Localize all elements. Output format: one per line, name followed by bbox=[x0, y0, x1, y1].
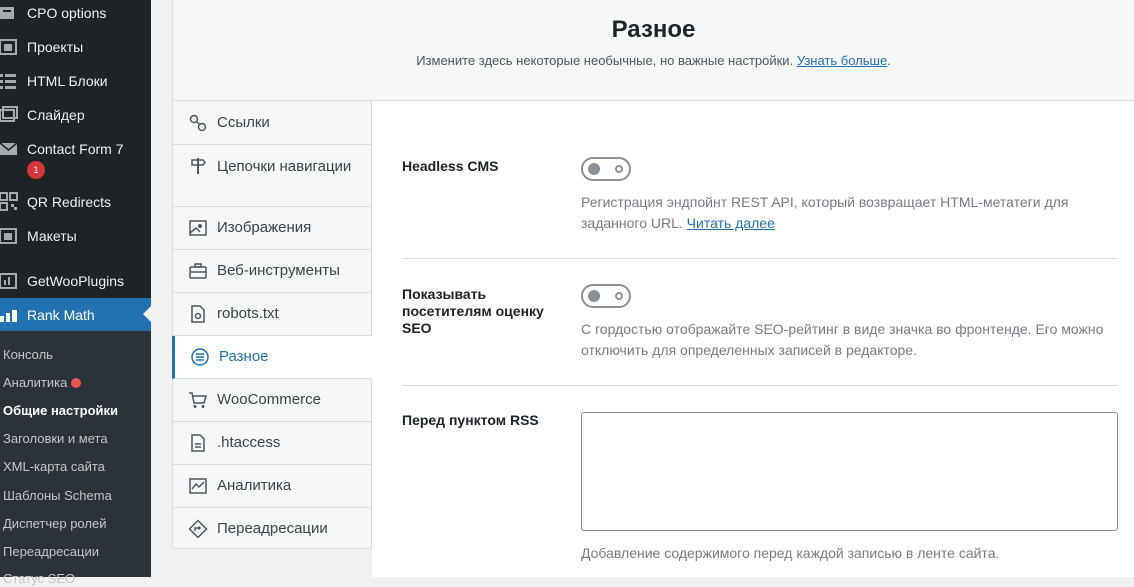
slider-icon bbox=[0, 106, 18, 124]
mail-icon bbox=[0, 140, 18, 158]
tab-webmaster-tools[interactable]: Веб-инструменты bbox=[173, 250, 372, 293]
submenu-titles-meta[interactable]: Заголовки и мета bbox=[3, 431, 108, 446]
update-count-badge: 1 bbox=[27, 161, 45, 179]
tab-images[interactable]: Изображения bbox=[173, 207, 372, 250]
misc-list-icon bbox=[190, 347, 210, 367]
submenu-schema-templates[interactable]: Шаблоны Schema bbox=[3, 488, 112, 503]
rank-math-icon bbox=[0, 306, 18, 324]
menu-item-projects[interactable]: Проекты bbox=[0, 38, 151, 56]
tab-redirections[interactable]: Переадресации bbox=[173, 508, 372, 549]
htaccess-file-icon bbox=[188, 433, 208, 453]
divider bbox=[402, 385, 1118, 386]
submenu-role-manager[interactable]: Диспетчер ролей bbox=[3, 516, 107, 531]
subtitle-text: Измените здесь некоторые необычные, но важные настройки. bbox=[416, 53, 794, 68]
toolbox-icon bbox=[188, 261, 208, 281]
learn-more-link[interactable]: Узнать больше bbox=[796, 53, 888, 68]
subtitle-period: . bbox=[887, 53, 891, 68]
menu-item-html-blocks[interactable]: HTML Блоки bbox=[0, 72, 151, 90]
seo-score-description: С гордостью отображайте SEO-рейтинг в виде значка во фронтенде. Его можно отключить для определенных записей в редакторе. bbox=[581, 321, 1104, 358]
blocks-icon bbox=[0, 72, 18, 90]
menu-item-layouts[interactable]: Макеты bbox=[0, 227, 151, 245]
settings-header bbox=[172, 0, 1134, 101]
rss-before-description: Добавление содержимого перед каждой записью в ленте сайта. bbox=[581, 545, 1000, 561]
robots-file-icon bbox=[188, 304, 208, 324]
tab-woocommerce[interactable]: WooCommerce bbox=[173, 379, 372, 422]
toggle-knob bbox=[588, 290, 600, 302]
redirect-icon bbox=[188, 519, 208, 539]
toggle-knob bbox=[588, 163, 600, 175]
rank-math-submenu bbox=[0, 331, 151, 586]
tab-analytics[interactable]: Аналитика bbox=[173, 465, 372, 508]
analytics-chart-icon bbox=[188, 476, 208, 496]
menu-item-cpo-options[interactable]: CPO options bbox=[0, 4, 151, 22]
toggle-off-indicator bbox=[615, 292, 623, 300]
qr-icon bbox=[0, 193, 18, 211]
contact-form-label: Contact Form 7 bbox=[27, 141, 124, 157]
headless-desc-text: Регистрация эндпойнт REST API, который возвращает HTML-метатеги для заданного URL. bbox=[581, 194, 1069, 231]
read-more-link[interactable]: Читать далее bbox=[686, 215, 775, 231]
submenu-sitemap[interactable]: XML-карта сайта bbox=[3, 459, 105, 474]
submenu-analytics-label: Аналитика bbox=[3, 375, 68, 390]
cart-icon bbox=[188, 390, 208, 410]
page-subtitle bbox=[173, 53, 1134, 68]
submenu-dashboard[interactable]: Консоль bbox=[3, 347, 53, 362]
menu-item-getwooplugins[interactable]: GetWooPlugins bbox=[0, 272, 151, 290]
layout-icon bbox=[0, 227, 18, 245]
menu-item-contact-form-7[interactable] bbox=[0, 140, 151, 179]
headless-cms-description bbox=[581, 192, 1111, 234]
menu-item-qr-redirects[interactable]: QR Redirects bbox=[0, 193, 151, 211]
tab-robots-txt[interactable]: robots.txt bbox=[173, 293, 372, 336]
seo-score-label: Показывать посетителям оценку SEO bbox=[402, 286, 544, 336]
tab-misc[interactable]: Разное bbox=[172, 336, 372, 379]
tab-htaccess[interactable]: .htaccess bbox=[173, 422, 372, 465]
image-icon bbox=[188, 218, 208, 238]
submenu-redirections[interactable]: Переадресации bbox=[3, 544, 100, 559]
menu-item-rank-math[interactable]: Rank Math bbox=[0, 298, 151, 331]
submenu-analytics[interactable] bbox=[3, 375, 81, 391]
settings-content bbox=[372, 101, 1134, 577]
settings-tabs bbox=[172, 101, 372, 549]
seo-score-toggle[interactable] bbox=[581, 284, 631, 308]
divider bbox=[402, 258, 1118, 259]
settings-icon bbox=[0, 4, 18, 22]
menu-item-slider[interactable]: Слайдер bbox=[0, 106, 151, 124]
plugin-icon bbox=[0, 272, 18, 290]
portfolio-icon bbox=[0, 38, 18, 56]
rss-before-label: Перед пунктом RSS bbox=[402, 412, 539, 428]
headless-cms-toggle[interactable] bbox=[581, 157, 631, 181]
notification-dot bbox=[71, 378, 81, 388]
rss-before-textarea[interactable] bbox=[581, 412, 1118, 531]
page-title: Разное bbox=[611, 16, 696, 43]
toggle-off-indicator bbox=[615, 165, 623, 173]
submenu-seo-status[interactable]: Статус SEO bbox=[3, 571, 76, 586]
link-icon bbox=[188, 113, 208, 133]
headless-cms-label: Headless CMS bbox=[402, 158, 499, 174]
admin-sidebar bbox=[0, 0, 151, 586]
tab-links[interactable]: Ссылки bbox=[173, 101, 372, 145]
tab-breadcrumbs[interactable]: Цепочки навигации bbox=[173, 145, 372, 207]
submenu-general-settings[interactable]: Общие настройки bbox=[3, 403, 118, 418]
